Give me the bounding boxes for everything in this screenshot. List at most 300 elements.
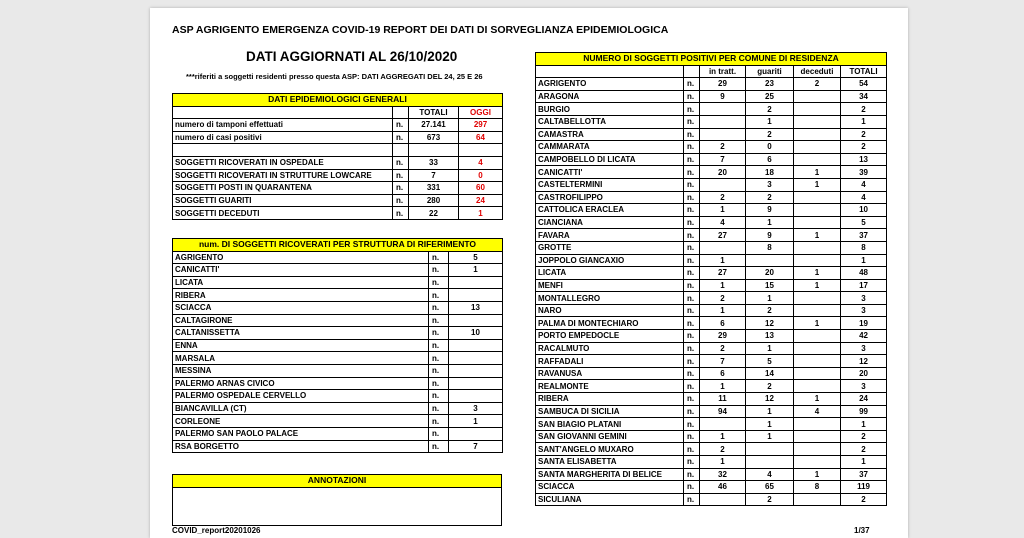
comune-totali: 12 xyxy=(841,355,887,368)
comune-guariti: 2 xyxy=(746,103,794,116)
hospital-name: CALTANISSETTA xyxy=(173,327,429,340)
comune-unit: n. xyxy=(684,128,700,141)
comune-guariti: 18 xyxy=(746,166,794,179)
comune-name: MONTALLEGRO xyxy=(536,292,684,305)
comune-name: JOPPOLO GIANCAXIO xyxy=(536,254,684,267)
comune-in-tratt: 1 xyxy=(700,279,746,292)
hospital-unit: n. xyxy=(429,377,449,390)
comune-unit: n. xyxy=(684,254,700,267)
comune-in-tratt: 9 xyxy=(700,90,746,103)
comune-guariti: 3 xyxy=(746,178,794,191)
comune-unit: n. xyxy=(684,342,700,355)
comune-row xyxy=(536,216,887,229)
comune-name: SAMBUCA DI SICILIA xyxy=(536,405,684,418)
hospital-row xyxy=(173,314,503,327)
comune-name: MENFI xyxy=(536,279,684,292)
comune-name: CATTOLICA ERACLEA xyxy=(536,204,684,217)
comune-in-tratt: 1 xyxy=(700,254,746,267)
comune-row xyxy=(536,103,887,116)
comune-guariti: 1 xyxy=(746,342,794,355)
hospital-row xyxy=(173,415,503,428)
comune-deceduti: 1 xyxy=(794,317,841,330)
comune-totali: 3 xyxy=(841,292,887,305)
comune-unit: n. xyxy=(684,393,700,406)
comune-row xyxy=(536,229,887,242)
hospital-row xyxy=(173,440,503,453)
general-data-row xyxy=(173,169,503,182)
comune-totali: 1 xyxy=(841,418,887,431)
hospital-unit: n. xyxy=(429,415,449,428)
comune-guariti: 1 xyxy=(746,115,794,128)
hospital-count: 1 xyxy=(449,264,503,277)
comune-guariti: 15 xyxy=(746,279,794,292)
footer-filename: COVID_report20201026 xyxy=(172,526,261,535)
comune-unit: n. xyxy=(684,103,700,116)
comune-row xyxy=(536,304,887,317)
comune-in-tratt xyxy=(700,493,746,506)
row-totali: 33 xyxy=(409,156,459,169)
comune-guariti: 6 xyxy=(746,153,794,166)
hospital-count: 10 xyxy=(449,327,503,340)
row-totali: 7 xyxy=(409,169,459,182)
comune-row xyxy=(536,254,887,267)
comune-row xyxy=(536,405,887,418)
col-totali: TOTALI xyxy=(409,106,459,119)
comune-unit: n. xyxy=(684,267,700,280)
comune-row xyxy=(536,443,887,456)
hospital-name: MARSALA xyxy=(173,352,429,365)
hospital-count xyxy=(449,276,503,289)
hospital-table xyxy=(172,238,503,453)
comune-in-tratt: 6 xyxy=(700,367,746,380)
hospital-row xyxy=(173,289,503,302)
comune-deceduti: 1 xyxy=(794,166,841,179)
comune-totali: 5 xyxy=(841,216,887,229)
general-data-row xyxy=(173,156,503,169)
comune-guariti xyxy=(746,254,794,267)
row-unit: n. xyxy=(393,169,409,182)
comune-row xyxy=(536,481,887,494)
row-oggi: 4 xyxy=(459,156,503,169)
comune-name: ARAGONA xyxy=(536,90,684,103)
comune-in-tratt xyxy=(700,103,746,116)
hospital-unit: n. xyxy=(429,276,449,289)
row-label: numero di tamponi effettuati xyxy=(173,119,393,132)
comune-in-tratt: 29 xyxy=(700,330,746,343)
report-page xyxy=(150,8,908,538)
comune-totali: 2 xyxy=(841,430,887,443)
comune-in-tratt: 2 xyxy=(700,342,746,355)
comune-unit: n. xyxy=(684,355,700,368)
hospital-name: PALERMO SAN PAOLO PALACE xyxy=(173,427,429,440)
hospital-count xyxy=(449,377,503,390)
comune-totali: 99 xyxy=(841,405,887,418)
comune-deceduti xyxy=(794,304,841,317)
comune-row xyxy=(536,90,887,103)
comune-name: CAMASTRA xyxy=(536,128,684,141)
row-oggi: 24 xyxy=(459,194,503,207)
row-unit: n. xyxy=(393,131,409,144)
comune-unit: n. xyxy=(684,166,700,179)
comune-totali: 37 xyxy=(841,229,887,242)
general-data-row xyxy=(173,119,503,132)
general-data-row xyxy=(173,131,503,144)
row-label xyxy=(173,144,393,157)
comune-name: LICATA xyxy=(536,267,684,280)
hospital-unit: n. xyxy=(429,352,449,365)
comune-name: FAVARA xyxy=(536,229,684,242)
comune-row xyxy=(536,380,887,393)
comune-in-tratt: 1 xyxy=(700,430,746,443)
row-unit: n. xyxy=(393,182,409,195)
comune-deceduti xyxy=(794,493,841,506)
comune-row xyxy=(536,153,887,166)
hospital-row xyxy=(173,276,503,289)
comune-guariti: 9 xyxy=(746,204,794,217)
annotations-title: ANNOTAZIONI xyxy=(173,475,502,488)
comune-in-tratt: 1 xyxy=(700,380,746,393)
hospital-row xyxy=(173,264,503,277)
comune-name: PORTO EMPEDOCLE xyxy=(536,330,684,343)
hospital-name: PALERMO OSPEDALE CERVELLO xyxy=(173,390,429,403)
comune-name: CAMMARATA xyxy=(536,141,684,154)
row-unit: n. xyxy=(393,194,409,207)
comune-deceduti: 8 xyxy=(794,481,841,494)
comune-name: CASTROFILIPPO xyxy=(536,191,684,204)
hospital-count: 1 xyxy=(449,415,503,428)
comune-name: SCIACCA xyxy=(536,481,684,494)
comune-guariti: 8 xyxy=(746,241,794,254)
comune-guariti: 1 xyxy=(746,418,794,431)
comune-row xyxy=(536,367,887,380)
comune-guariti xyxy=(746,443,794,456)
comune-unit: n. xyxy=(684,90,700,103)
comune-deceduti xyxy=(794,430,841,443)
comune-unit: n. xyxy=(684,191,700,204)
hospital-row xyxy=(173,251,503,264)
col-in-tratt: in tratt. xyxy=(700,65,746,78)
comune-totali: 19 xyxy=(841,317,887,330)
row-oggi xyxy=(459,144,503,157)
comune-row xyxy=(536,128,887,141)
comune-row xyxy=(536,292,887,305)
hospital-count: 3 xyxy=(449,402,503,415)
row-oggi: 297 xyxy=(459,119,503,132)
comune-in-tratt: 1 xyxy=(700,456,746,469)
comune-name: CANICATTI' xyxy=(536,166,684,179)
comune-deceduti xyxy=(794,103,841,116)
general-data-row xyxy=(173,194,503,207)
hospital-unit: n. xyxy=(429,301,449,314)
comune-name: SANT'ANGELO MUXARO xyxy=(536,443,684,456)
comune-unit: n. xyxy=(684,330,700,343)
update-date-title: DATI AGGIORNATI AL 26/10/2020 xyxy=(246,49,458,64)
hospital-name: CORLEONE xyxy=(173,415,429,428)
comune-guariti: 2 xyxy=(746,304,794,317)
hospital-name: ENNA xyxy=(173,339,429,352)
hospital-unit: n. xyxy=(429,339,449,352)
comune-deceduti xyxy=(794,204,841,217)
row-oggi: 64 xyxy=(459,131,503,144)
comune-guariti: 14 xyxy=(746,367,794,380)
comune-row xyxy=(536,241,887,254)
comune-in-tratt: 2 xyxy=(700,292,746,305)
row-oggi: 60 xyxy=(459,182,503,195)
comune-guariti: 23 xyxy=(746,78,794,91)
comune-guariti: 2 xyxy=(746,191,794,204)
row-label: SOGGETTI RICOVERATI IN OSPEDALE xyxy=(173,156,393,169)
comune-unit: n. xyxy=(684,204,700,217)
comune-deceduti xyxy=(794,216,841,229)
general-data-table xyxy=(172,93,503,220)
comune-name: CAMPOBELLO DI LICATA xyxy=(536,153,684,166)
comune-unit: n. xyxy=(684,229,700,242)
general-data-row xyxy=(173,144,503,157)
comune-totali: 24 xyxy=(841,393,887,406)
comune-guariti: 13 xyxy=(746,330,794,343)
row-oggi: 1 xyxy=(459,207,503,220)
comune-in-tratt: 11 xyxy=(700,393,746,406)
hospital-count xyxy=(449,314,503,327)
comune-totali: 4 xyxy=(841,178,887,191)
comune-deceduti xyxy=(794,456,841,469)
comune-guariti: 25 xyxy=(746,90,794,103)
comune-row xyxy=(536,330,887,343)
row-unit xyxy=(393,144,409,157)
hospital-unit: n. xyxy=(429,264,449,277)
comune-guariti: 12 xyxy=(746,393,794,406)
hospital-name: LICATA xyxy=(173,276,429,289)
comune-name: CASTELTERMINI xyxy=(536,178,684,191)
hospital-row xyxy=(173,327,503,340)
comune-row xyxy=(536,78,887,91)
comune-guariti: 1 xyxy=(746,292,794,305)
residents-note: ***riferiti a soggetti residenti presso questa ASP: DATI AGGREGATI DEL 24, 25 E 26 xyxy=(186,72,483,81)
comune-in-tratt xyxy=(700,128,746,141)
comune-in-tratt xyxy=(700,178,746,191)
general-data-title: DATI EPIDEMIOLOGICI GENERALI xyxy=(173,94,503,107)
comune-guariti: 1 xyxy=(746,216,794,229)
row-totali: 27.141 xyxy=(409,119,459,132)
comune-totali: 2 xyxy=(841,141,887,154)
comune-name: RACALMUTO xyxy=(536,342,684,355)
comune-row xyxy=(536,178,887,191)
comune-deceduti xyxy=(794,342,841,355)
comune-totali: 13 xyxy=(841,153,887,166)
comune-in-tratt xyxy=(700,115,746,128)
comune-in-tratt: 32 xyxy=(700,468,746,481)
comune-deceduti xyxy=(794,191,841,204)
comune-guariti: 5 xyxy=(746,355,794,368)
row-label: numero di casi positivi xyxy=(173,131,393,144)
hospital-count xyxy=(449,289,503,302)
comune-totali: 2 xyxy=(841,443,887,456)
comune-deceduti xyxy=(794,90,841,103)
comune-in-tratt: 7 xyxy=(700,153,746,166)
comune-totali: 48 xyxy=(841,267,887,280)
comune-name: RAVANUSA xyxy=(536,367,684,380)
comune-row xyxy=(536,468,887,481)
row-unit: n. xyxy=(393,119,409,132)
comune-in-tratt: 27 xyxy=(700,229,746,242)
comune-deceduti xyxy=(794,153,841,166)
comune-row xyxy=(536,166,887,179)
footer-page-number: 1/37 xyxy=(854,526,870,535)
comune-unit: n. xyxy=(684,115,700,128)
hospital-row xyxy=(173,390,503,403)
comune-totali: 37 xyxy=(841,468,887,481)
comune-in-tratt: 46 xyxy=(700,481,746,494)
comune-in-tratt: 6 xyxy=(700,317,746,330)
row-label: SOGGETTI GUARITI xyxy=(173,194,393,207)
comune-row xyxy=(536,418,887,431)
report-header: ASP AGRIGENTO EMERGENZA COVID-19 REPORT DEI DATI DI SORVEGLIANZA EPIDEMIOLOGICA xyxy=(172,24,669,36)
row-oggi: 0 xyxy=(459,169,503,182)
comune-in-tratt: 4 xyxy=(700,216,746,229)
comune-totali: 17 xyxy=(841,279,887,292)
comune-totali: 3 xyxy=(841,380,887,393)
comune-unit: n. xyxy=(684,468,700,481)
comune-unit: n. xyxy=(684,216,700,229)
hospital-count: 13 xyxy=(449,301,503,314)
comuni-table-title: NUMERO DI SOGGETTI POSITIVI PER COMUNE DI RESIDENZA xyxy=(536,53,887,66)
hospital-name: BIANCAVILLA (CT) xyxy=(173,402,429,415)
comune-unit: n. xyxy=(684,456,700,469)
hospital-unit: n. xyxy=(429,251,449,264)
comune-totali: 2 xyxy=(841,128,887,141)
comune-name: PALMA DI MONTECHIARO xyxy=(536,317,684,330)
comune-unit: n. xyxy=(684,481,700,494)
comune-totali: 1 xyxy=(841,115,887,128)
comune-deceduti xyxy=(794,115,841,128)
hospital-count xyxy=(449,390,503,403)
comune-totali: 2 xyxy=(841,493,887,506)
annotations-box xyxy=(172,474,502,526)
comune-totali: 3 xyxy=(841,342,887,355)
comune-totali: 42 xyxy=(841,330,887,343)
comune-deceduti xyxy=(794,241,841,254)
hospital-count xyxy=(449,339,503,352)
comune-unit: n. xyxy=(684,292,700,305)
comune-unit: n. xyxy=(684,178,700,191)
comune-unit: n. xyxy=(684,153,700,166)
hospital-count xyxy=(449,352,503,365)
comune-guariti: 12 xyxy=(746,317,794,330)
row-label: SOGGETTI RICOVERATI IN STRUTTURE LOWCARE xyxy=(173,169,393,182)
row-unit: n. xyxy=(393,156,409,169)
comune-deceduti: 1 xyxy=(794,468,841,481)
comune-name: SAN GIOVANNI GEMINI xyxy=(536,430,684,443)
comune-name: CALTABELLOTTA xyxy=(536,115,684,128)
col-totali-comuni: TOTALI xyxy=(841,65,887,78)
comune-deceduti xyxy=(794,330,841,343)
hospital-unit: n. xyxy=(429,289,449,302)
comune-name: CIANCIANA xyxy=(536,216,684,229)
comune-deceduti: 4 xyxy=(794,405,841,418)
comune-unit: n. xyxy=(684,241,700,254)
comune-totali: 54 xyxy=(841,78,887,91)
comune-guariti: 65 xyxy=(746,481,794,494)
comune-guariti: 20 xyxy=(746,267,794,280)
comune-row xyxy=(536,342,887,355)
hospital-unit: n. xyxy=(429,402,449,415)
hospital-count: 5 xyxy=(449,251,503,264)
row-label: SOGGETTI POSTI IN QUARANTENA xyxy=(173,182,393,195)
row-totali: 331 xyxy=(409,182,459,195)
comune-deceduti xyxy=(794,418,841,431)
comune-deceduti: 2 xyxy=(794,78,841,91)
comune-unit: n. xyxy=(684,380,700,393)
comune-row xyxy=(536,493,887,506)
comune-row xyxy=(536,279,887,292)
hospital-row xyxy=(173,364,503,377)
comune-totali: 119 xyxy=(841,481,887,494)
comune-name: SAN BIAGIO PLATANI xyxy=(536,418,684,431)
comune-deceduti: 1 xyxy=(794,267,841,280)
comune-name: AGRIGENTO xyxy=(536,78,684,91)
hospital-row xyxy=(173,402,503,415)
comuni-table xyxy=(535,52,887,506)
comune-guariti: 0 xyxy=(746,141,794,154)
comune-unit: n. xyxy=(684,78,700,91)
comune-unit: n. xyxy=(684,367,700,380)
comune-unit: n. xyxy=(684,279,700,292)
comune-unit: n. xyxy=(684,493,700,506)
hospital-unit: n. xyxy=(429,364,449,377)
comune-row xyxy=(536,267,887,280)
row-label: SOGGETTI DECEDUTI xyxy=(173,207,393,220)
comune-totali: 1 xyxy=(841,254,887,267)
comune-guariti: 2 xyxy=(746,493,794,506)
comune-name: RAFFADALI xyxy=(536,355,684,368)
col-deceduti: deceduti xyxy=(794,65,841,78)
hospital-unit: n. xyxy=(429,440,449,453)
hospital-count xyxy=(449,427,503,440)
comune-unit: n. xyxy=(684,317,700,330)
comune-totali: 20 xyxy=(841,367,887,380)
hospital-name: SCIACCA xyxy=(173,301,429,314)
comune-deceduti xyxy=(794,292,841,305)
comune-unit: n. xyxy=(684,304,700,317)
comune-totali: 34 xyxy=(841,90,887,103)
hospital-name: PALERMO ARNAS CIVICO xyxy=(173,377,429,390)
hospital-unit: n. xyxy=(429,314,449,327)
general-data-row xyxy=(173,207,503,220)
hospital-unit: n. xyxy=(429,390,449,403)
comune-in-tratt: 94 xyxy=(700,405,746,418)
comune-guariti: 1 xyxy=(746,430,794,443)
comune-deceduti: 1 xyxy=(794,393,841,406)
row-totali: 22 xyxy=(409,207,459,220)
hospital-row xyxy=(173,301,503,314)
hospital-unit: n. xyxy=(429,427,449,440)
comune-totali: 4 xyxy=(841,191,887,204)
col-oggi: OGGI xyxy=(459,106,503,119)
comune-name: REALMONTE xyxy=(536,380,684,393)
comune-deceduti xyxy=(794,355,841,368)
comune-guariti xyxy=(746,456,794,469)
comune-in-tratt: 7 xyxy=(700,355,746,368)
comune-unit: n. xyxy=(684,141,700,154)
comune-deceduti xyxy=(794,128,841,141)
hospital-count: 7 xyxy=(449,440,503,453)
hospital-name: CANICATTI' xyxy=(173,264,429,277)
comune-deceduti xyxy=(794,254,841,267)
comune-name: NARO xyxy=(536,304,684,317)
comune-guariti: 4 xyxy=(746,468,794,481)
annotations-body xyxy=(173,487,502,525)
comune-guariti: 1 xyxy=(746,405,794,418)
